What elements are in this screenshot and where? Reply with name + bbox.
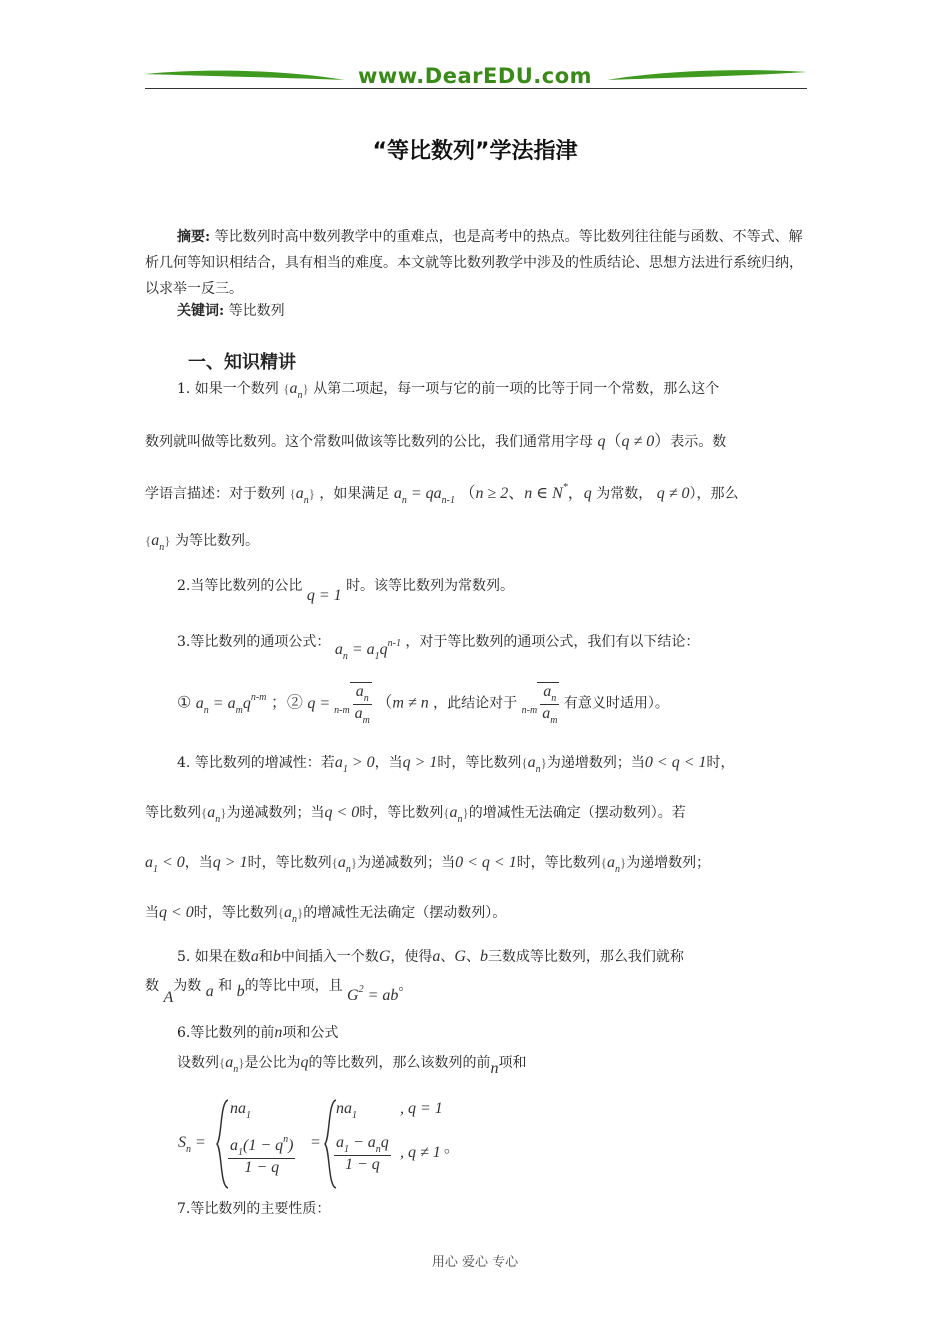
text: ，对于等比数列的通项公式，我们有以下结论： bbox=[405, 634, 700, 650]
text: 等比数列 bbox=[145, 805, 201, 821]
general-term-formula: $a_n = a_1q^{n-1}$ bbox=[334, 638, 401, 662]
seq-an: $\{a_n\}$ bbox=[277, 904, 304, 925]
item3-line2: ① $a_n = a_mq^{n-m}$ ；② q = $_{n-m}$ $\frac{a_n}{a_m}$ （m ≠ n ，此结论对于 $_{n-m}$ $\frac{a_n}{a_m}$ 有意义时适用）。 bbox=[177, 683, 669, 726]
seq-an: $\{a_n\}$ bbox=[600, 854, 627, 875]
math-q-lt-0: q < 0 bbox=[324, 804, 360, 821]
text: 数 bbox=[145, 978, 159, 994]
text: 时，等比数列 bbox=[359, 805, 444, 821]
text: 表示。数 bbox=[670, 434, 727, 450]
item7: 7.等比数列的主要性质： bbox=[177, 1201, 331, 1217]
item1-line1 bbox=[177, 378, 719, 401]
item4-line1 bbox=[177, 752, 735, 775]
text: 为等比数列。 bbox=[174, 533, 259, 549]
text: 学语言描述：对于数列 bbox=[145, 486, 285, 502]
header-divider bbox=[145, 88, 807, 89]
text: 、 bbox=[465, 949, 480, 965]
text: 时，等比数列 bbox=[437, 755, 522, 771]
math-0-lt-q-lt-1: 0 < q < 1 bbox=[455, 854, 517, 871]
text: 的等比数列，那么该数列的前 bbox=[308, 1055, 491, 1071]
text: 时。该等比数列为常数列。 bbox=[346, 578, 515, 594]
text: 从第二项起，每一项与它的前一项的比等于同一个常数，那么这个 bbox=[313, 381, 720, 397]
item5-line1: 5. 如果在数a和b中间插入一个数G，使得a、G、b三数成等比数列，那么我们就称 bbox=[177, 948, 684, 965]
item3-line1 bbox=[177, 630, 700, 662]
page-title: “等比数列”学法指津 bbox=[372, 139, 578, 164]
text: 和 bbox=[258, 949, 273, 965]
text: 6.等比数列的前 bbox=[177, 1025, 275, 1041]
text: 4. 等比数列的增减性：若 bbox=[177, 755, 335, 771]
text: 2.当等比数列的公比 bbox=[177, 578, 303, 594]
text: 时，等比数列 bbox=[193, 905, 278, 921]
text: 5. 如果在数 bbox=[177, 949, 251, 965]
text: ，当 bbox=[184, 855, 213, 871]
section-heading: 一、知识精讲 bbox=[188, 352, 296, 373]
text: ，使得 bbox=[390, 949, 433, 965]
math-q-lt-0: q < 0 bbox=[159, 904, 194, 921]
text: 为常数， bbox=[596, 486, 653, 502]
item1-line3: 学语言描述：对于数列 $\{a_n\}$ ，如果满足 $a_n = qa_{n-1}$ （n ≥ 2、n ∈ N*，q 为常数， q ≠ 0），那么 bbox=[145, 482, 739, 506]
item4-line3 bbox=[145, 852, 710, 875]
text: 的增减性无法确定（摆动数列）。若 bbox=[468, 805, 686, 821]
text: 中间插入一个数 bbox=[280, 949, 379, 965]
math-q: q bbox=[597, 433, 606, 450]
recurrence-formula: $a_n = qa_{n-1}$ bbox=[393, 485, 455, 506]
math-G2-eq-ab: $G^2$ = ab bbox=[347, 984, 399, 1004]
text: 3.等比数列的通项公式： bbox=[177, 634, 331, 650]
formula-2: q = $_{n-m}$ $\frac{a_n}{a_m}$ bbox=[307, 683, 370, 726]
abstract-text: 等比数列时高中数列教学中的重难点，也是高考中的热点。等比数列往往能与函数、不等式、解析几何等知识相结合，具有相当的难度。本文就等比数列教学中涉及的性质结论、思想方法进行系统归纳，以求举一反三。 bbox=[145, 229, 803, 297]
text: 为数 bbox=[173, 978, 202, 994]
text: 为递增数列； bbox=[626, 855, 711, 871]
text: 当 bbox=[145, 905, 159, 921]
math-a1-gt-0: $a_1 > 0$ bbox=[334, 754, 375, 775]
text: 。 bbox=[398, 978, 413, 994]
seq-an: $\{a_n\}$ bbox=[219, 1054, 245, 1075]
item4-line4 bbox=[145, 902, 506, 925]
text: 的等比中项，且 bbox=[244, 978, 343, 994]
text: 为递减数列；当 bbox=[357, 855, 456, 871]
math-n-in-N: n ∈ N* bbox=[524, 482, 568, 502]
math-q-ne-0: q ≠ 0 bbox=[656, 485, 690, 502]
abstract-label: 摘要: bbox=[177, 229, 211, 245]
keywords bbox=[145, 298, 809, 324]
formula-1: $a_n = a_mq^{n-m}$ bbox=[195, 691, 267, 716]
text: 1. 如果一个数列 bbox=[177, 381, 279, 397]
text: 时，等比数列 bbox=[516, 855, 601, 871]
text: 是公比为 bbox=[244, 1055, 301, 1071]
text: 时，等比数列 bbox=[247, 855, 332, 871]
page-footer: 用心 爱心 专心 bbox=[431, 1255, 519, 1270]
item2 bbox=[177, 575, 515, 604]
text: 时， bbox=[706, 755, 735, 771]
seq-an: $\{a_n\}$ bbox=[443, 804, 469, 825]
math-q-eq-1: q = 1 bbox=[306, 587, 342, 604]
math-0-lt-q-lt-1: 0 < q < 1 bbox=[644, 754, 707, 771]
abstract bbox=[145, 224, 809, 302]
item4-line2 bbox=[145, 802, 686, 825]
text: 有意义时适用）。 bbox=[563, 695, 669, 712]
math-q-gt-1: q > 1 bbox=[212, 854, 248, 871]
text: 项和公式 bbox=[282, 1025, 339, 1041]
site-logo-text: www.DearEDU.com bbox=[357, 64, 593, 88]
math-a1-lt-0: $a_1 < 0$ bbox=[145, 854, 185, 875]
text: 数列就叫做等比数列。这个常数叫做该等比数列的公比，我们通常用字母 bbox=[145, 434, 593, 450]
seq-an: $\{a_n\}$ bbox=[331, 854, 358, 875]
text: 、 bbox=[440, 949, 455, 965]
radical-expr: $_{n-m}$ $\frac{a_n}{a_m}$ bbox=[521, 683, 558, 726]
seq-an: $\{a_n\}$ bbox=[283, 380, 309, 401]
text: ，此结论对于 bbox=[433, 695, 518, 712]
item6-line: 设数列$\{a_n\}$是公比为q的等比数列，那么该数列的前n项和 bbox=[177, 1054, 527, 1077]
text: ，当 bbox=[374, 755, 403, 771]
text: 设数列 bbox=[177, 1055, 219, 1071]
text: 为递减数列；当 bbox=[226, 805, 325, 821]
math-q-ne-0: q ≠ 0 bbox=[621, 433, 655, 450]
text: 项和 bbox=[498, 1055, 527, 1071]
text: 三数成等比数列，那么我们就称 bbox=[487, 949, 684, 965]
text: 为递增数列；当 bbox=[546, 755, 645, 771]
sum-formula: $S_n$ = $na_1$ $\frac{a_1(1 - q^n)}{1 - q}$ = $na_1$ , q = 1 $a_1 - a_nq$ 1 − q , q ≠ 1 。 bbox=[178, 1098, 478, 1190]
text: ，如果满足 bbox=[319, 486, 390, 502]
seq-an: $\{a_n\}$ bbox=[289, 485, 315, 506]
keywords-label: 关键词: bbox=[177, 303, 225, 319]
keywords-text: 等比数列 bbox=[228, 303, 285, 319]
text: 和 bbox=[218, 978, 233, 994]
math-q-gt-1: q > 1 bbox=[402, 754, 438, 771]
text: 的增减性无法确定（摆动数列）。 bbox=[303, 905, 507, 921]
math-m-ne-n: m ≠ n bbox=[392, 694, 429, 712]
item1-line2: 数列就叫做等比数列。这个常数叫做该等比数列的公比，我们通常用字母 q（q ≠ 0）表示。数 bbox=[145, 433, 727, 450]
text: ），那么 bbox=[689, 486, 739, 502]
seq-an: $\{a_n\}$ bbox=[201, 804, 227, 825]
math-n-ge-2: n ≥ 2 bbox=[475, 485, 509, 502]
item1-line4 bbox=[145, 530, 259, 553]
seq-an: $\{a_n\}$ bbox=[521, 754, 547, 775]
item6-heading: 6.等比数列的前n项和公式 bbox=[177, 1024, 339, 1041]
item5-line2: 数 A为数 a 和 b的等比中项，且 $G^2$ = ab。 bbox=[145, 978, 413, 1006]
seq-an: $\{a_n\}$ bbox=[145, 532, 171, 553]
